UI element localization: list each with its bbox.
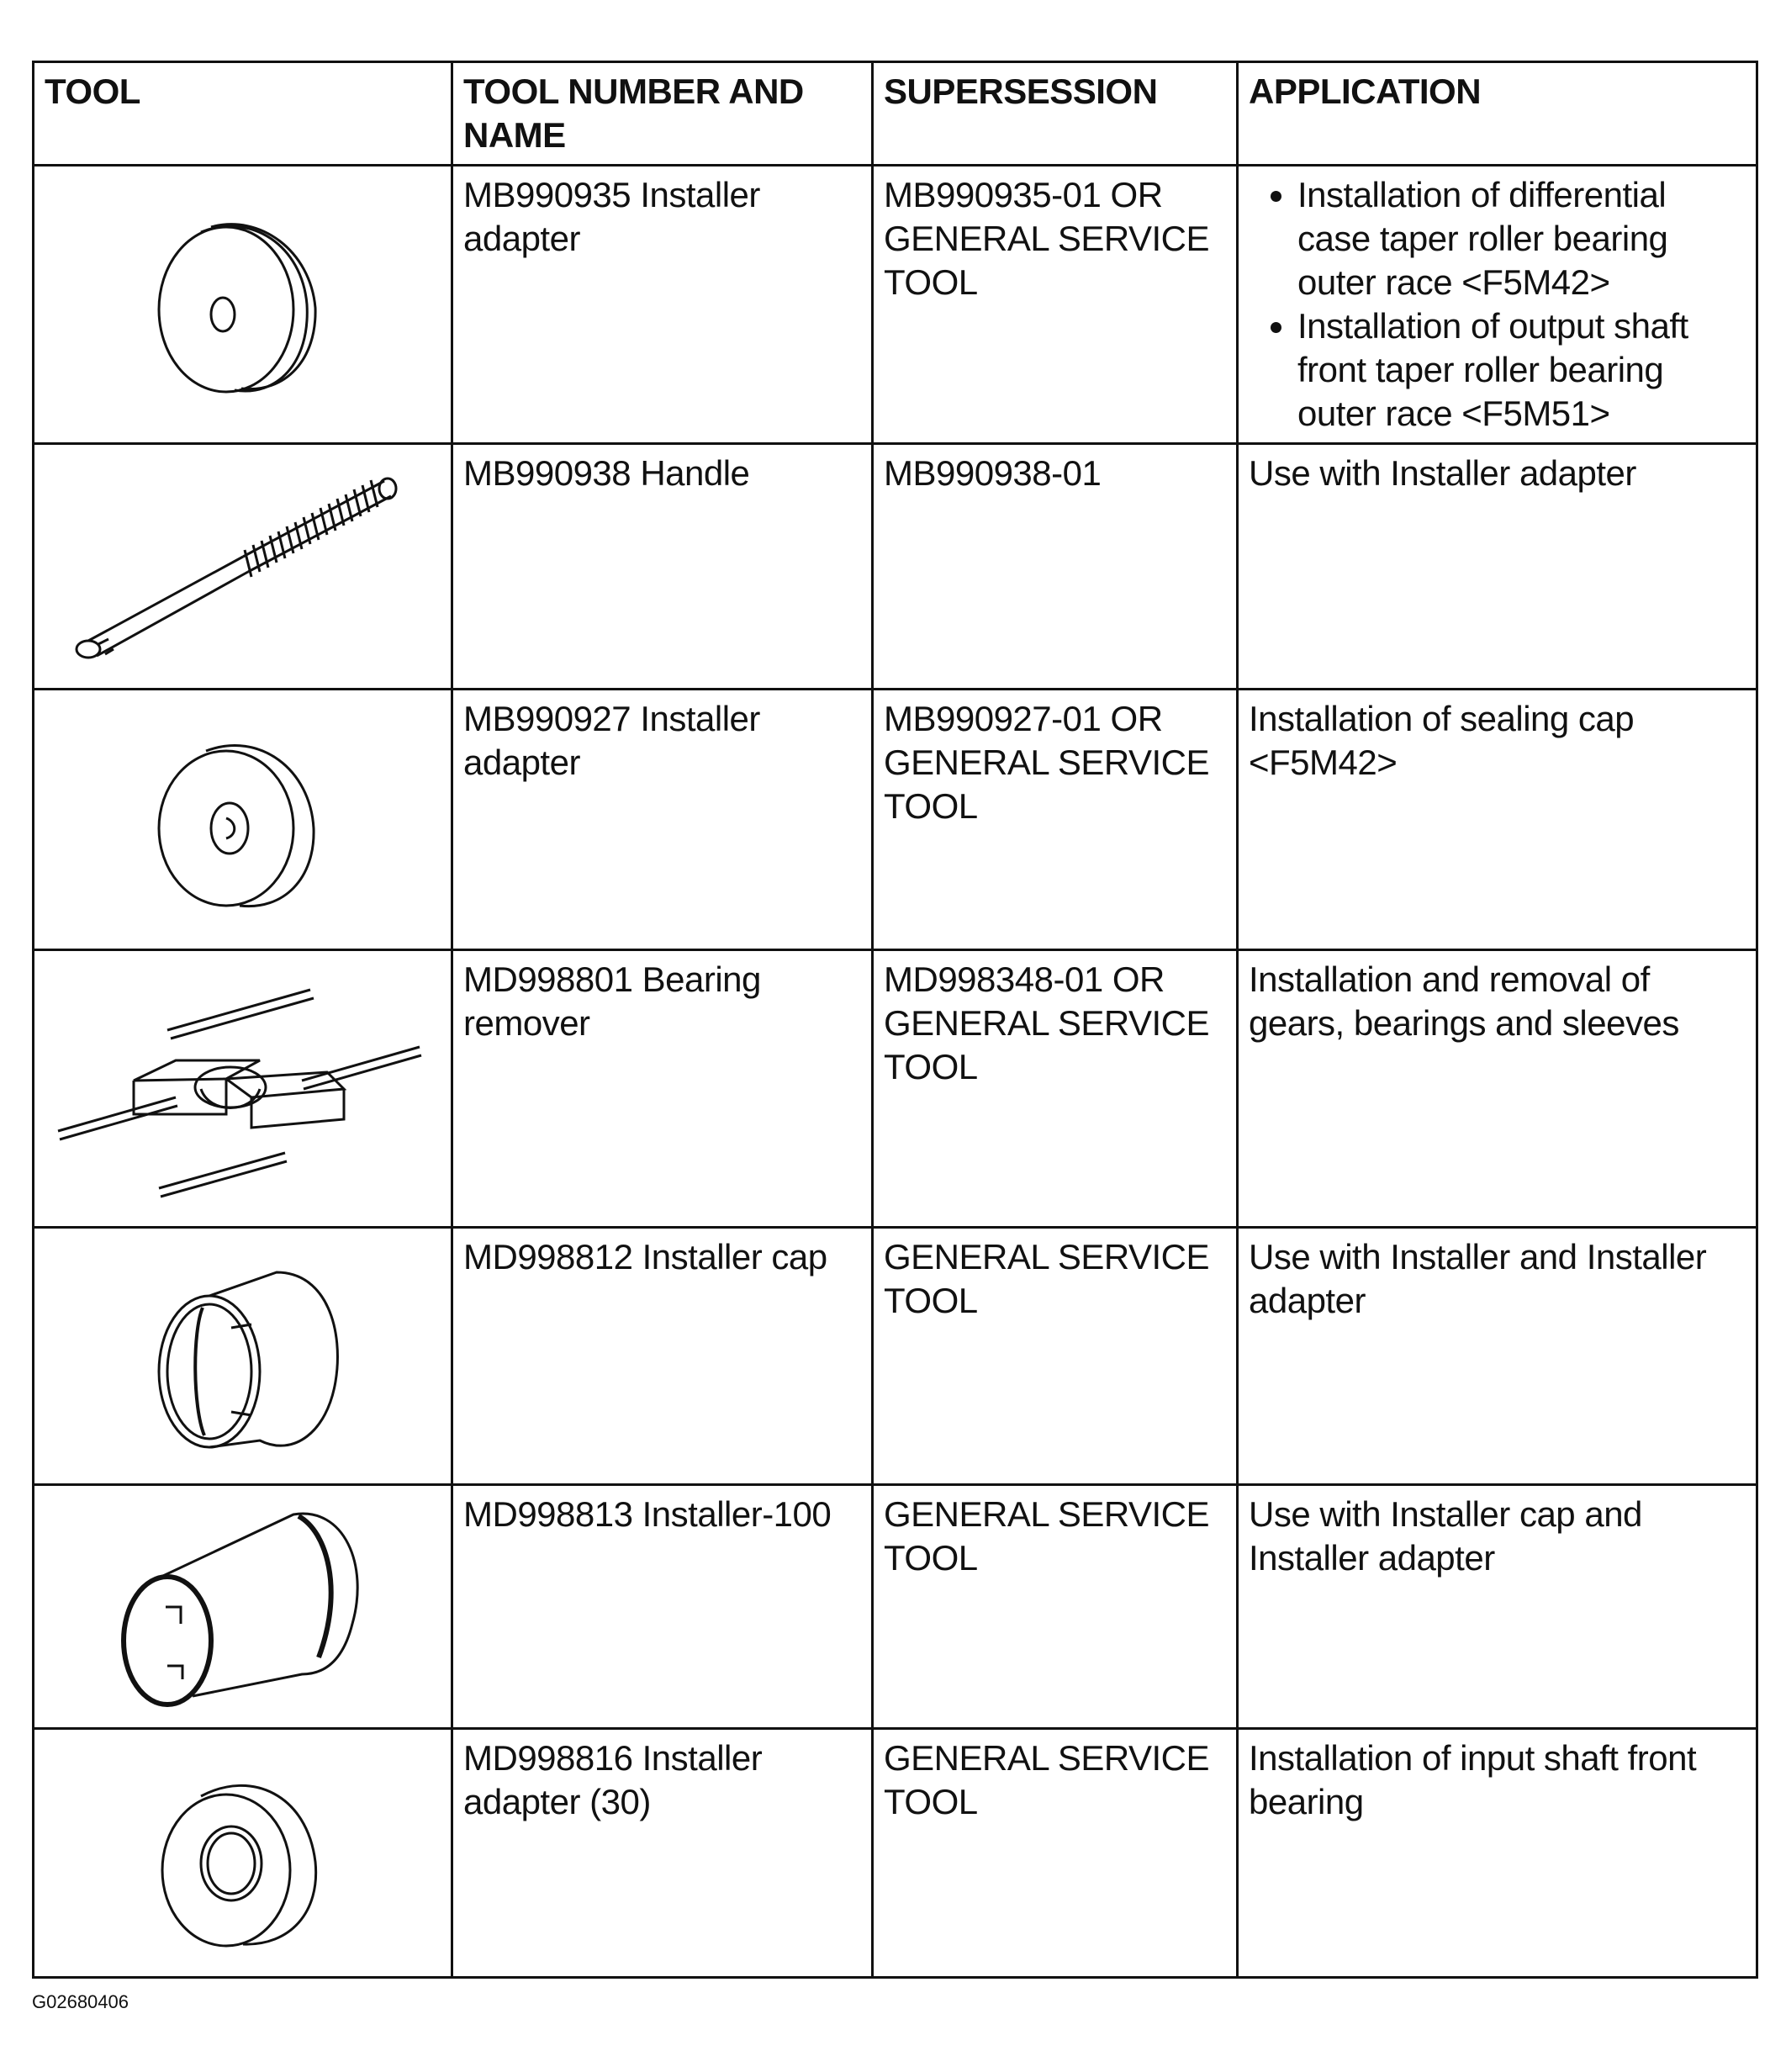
tool-number-name: MD998812 Installer cap bbox=[452, 1228, 873, 1485]
tool-number-name: MD998816 Installer adapter (30) bbox=[452, 1729, 873, 1978]
tool-supersession: MB990927-01 OR GENERAL SERVICE TOOL bbox=[873, 690, 1238, 950]
tool-image-cell bbox=[34, 166, 452, 444]
header-row bbox=[34, 62, 1757, 166]
table-row bbox=[34, 1228, 1757, 1485]
tool-image-cell bbox=[34, 690, 452, 950]
application-list bbox=[1249, 173, 1746, 436]
tool-number-name: MB990935 Installer adapter bbox=[452, 166, 873, 444]
table-row bbox=[34, 690, 1757, 950]
tool-application: Use with Installer cap and Installer adapter bbox=[1238, 1485, 1757, 1729]
table-row bbox=[34, 1729, 1757, 1978]
application-item: • Installation of output shaft front taper roller bearing outer race <F5M51> bbox=[1297, 304, 1746, 436]
header-supersession: SUPERSESSION bbox=[873, 62, 1238, 166]
tool-image-cell bbox=[34, 444, 452, 690]
installer-adapter-icon bbox=[142, 1744, 344, 1963]
tool-image-cell bbox=[34, 1228, 452, 1485]
handle-icon bbox=[58, 457, 428, 676]
tool-application: Use with Installer adapter bbox=[1238, 444, 1757, 690]
tool-image-cell bbox=[34, 950, 452, 1228]
tool-supersession: MB990938-01 bbox=[873, 444, 1238, 690]
table-row bbox=[34, 444, 1757, 690]
tool-number-name: MD998813 Installer-100 bbox=[452, 1485, 873, 1729]
tool-application: Installation and removal of gears, bearings and sleeves bbox=[1238, 950, 1757, 1228]
tool-application: Installation of input shaft front bearing bbox=[1238, 1729, 1757, 1978]
tool-application bbox=[1238, 166, 1757, 444]
installer-adapter-icon bbox=[142, 711, 344, 929]
table-row bbox=[34, 950, 1757, 1228]
table-row bbox=[34, 166, 1757, 444]
tool-number-name: MB990927 Installer adapter bbox=[452, 690, 873, 950]
header-tool-number: TOOL NUMBER AND NAME bbox=[452, 62, 873, 166]
installer-adapter-icon bbox=[142, 195, 344, 414]
bearing-remover-icon bbox=[50, 980, 436, 1198]
installer-cylinder-icon bbox=[100, 1498, 386, 1716]
tool-supersession: GENERAL SERVICE TOOL bbox=[873, 1485, 1238, 1729]
tool-supersession: MD998348-01 OR GENERAL SERVICE TOOL bbox=[873, 950, 1238, 1228]
tool-application: Installation of sealing cap <F5M42> bbox=[1238, 690, 1757, 950]
special-tools-table bbox=[32, 61, 1758, 1979]
figure-code: G02680406 bbox=[32, 1991, 129, 2012]
application-item: • Installation of differential case taper roller bearing outer race <F5M42> bbox=[1297, 173, 1746, 304]
tool-supersession: MB990935-01 OR GENERAL SERVICE TOOL bbox=[873, 166, 1238, 444]
tool-supersession: GENERAL SERVICE TOOL bbox=[873, 1729, 1238, 1978]
tool-number-name: MB990938 Handle bbox=[452, 444, 873, 690]
tool-image-cell bbox=[34, 1729, 452, 1978]
table-row bbox=[34, 1485, 1757, 1729]
header-application: APPLICATION bbox=[1238, 62, 1757, 166]
tool-application: Use with Installer and Installer adapter bbox=[1238, 1228, 1757, 1485]
tool-supersession: GENERAL SERVICE TOOL bbox=[873, 1228, 1238, 1485]
tool-image-cell bbox=[34, 1485, 452, 1729]
installer-cap-icon bbox=[134, 1247, 352, 1466]
header-tool: TOOL bbox=[34, 62, 452, 166]
tool-number-name: MD998801 Bearing remover bbox=[452, 950, 873, 1228]
